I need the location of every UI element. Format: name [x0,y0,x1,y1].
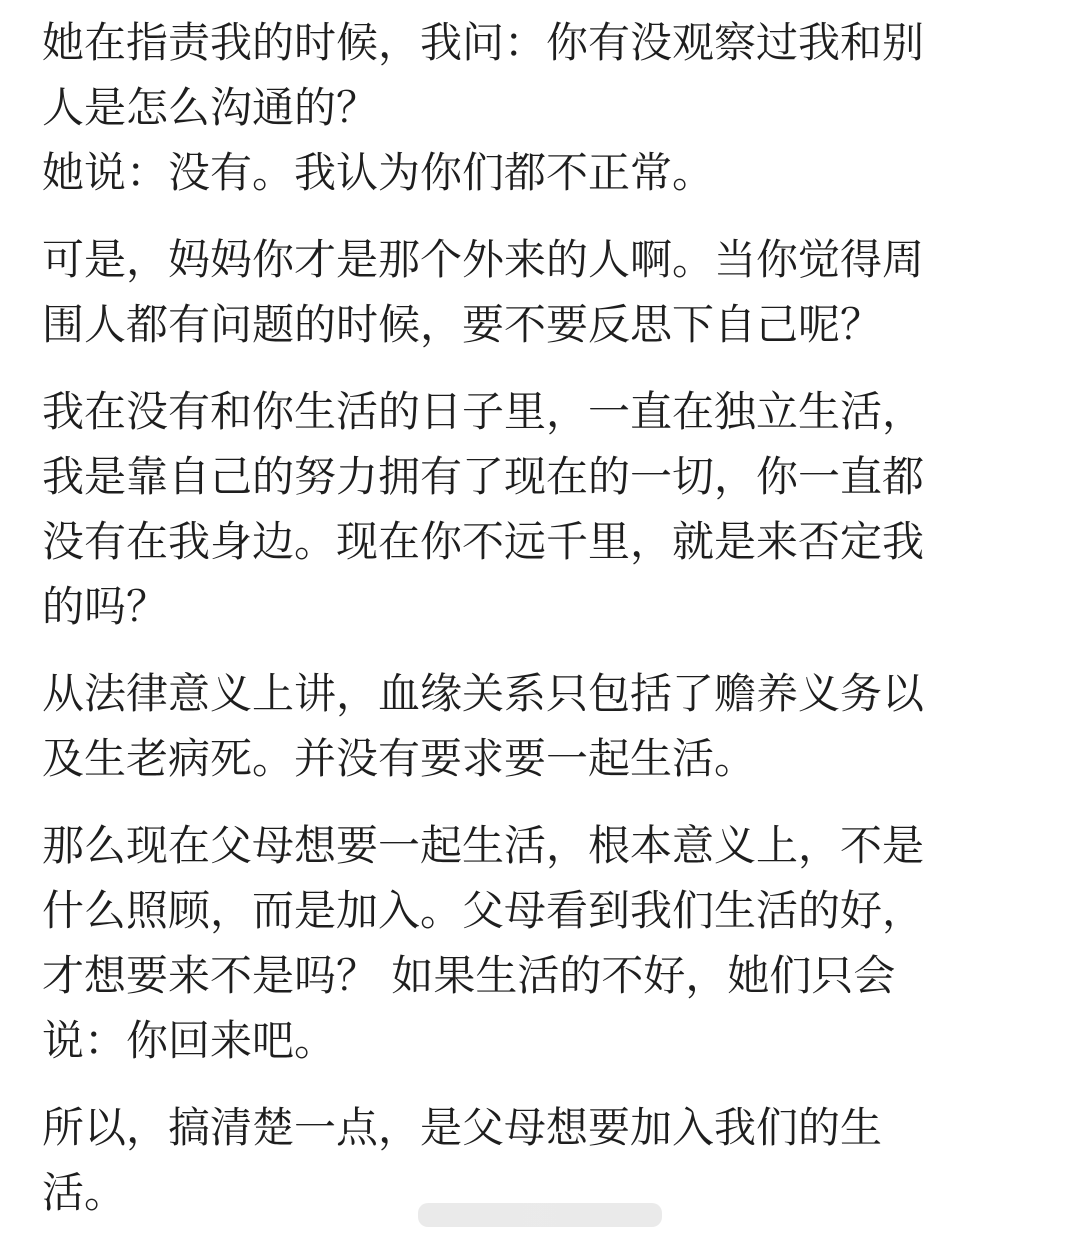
text-line: 人是怎么沟通的？ [42,83,379,132]
text-line: 可是，妈妈你才是那个外来的人啊。当你觉得周 [42,235,925,284]
text-line: 才想要来不是吗？ 如果生活的不好，她们只会 [42,951,896,1000]
paragraph [42,379,1042,639]
article-body [42,10,1042,1247]
text-line: 我是靠自己的努力拥有了现在的一切，你一直都 [42,452,925,501]
paragraph [42,227,1042,357]
text-line: 什么照顾，而是加入。父母看到我们生活的好， [42,886,925,935]
text-line: 那么现在父母想要一起生活，根本意义上，不是 [42,821,925,870]
text-line: 的吗？ [42,582,169,631]
text-line: 活。 [42,1168,127,1217]
paragraph [42,661,1042,791]
text-line: 及生老病死。并没有要求要一起生活。 [42,734,757,783]
text-line: 她在指责我的时候，我问：你有没观察过我和别 [42,18,925,67]
blurred-watermark [418,1203,662,1227]
text-line: 从法律意义上讲，血缘关系只包括了赡养义务以 [42,669,925,718]
paragraph [42,813,1042,1073]
text-line: 所以，搞清楚一点，是父母想要加入我们的生 [42,1103,883,1152]
paragraph [42,10,1042,205]
text-line: 她说：没有。我认为你们都不正常。 [42,148,715,197]
text-line: 没有在我身边。现在你不远千里，就是来否定我 [42,517,925,566]
text-line: 说：你回来吧。 [42,1016,337,1065]
text-line: 我在没有和你生活的日子里，一直在独立生活， [42,387,925,436]
text-line: 围人都有问题的时候，要不要反思下自己呢？ [42,300,883,349]
